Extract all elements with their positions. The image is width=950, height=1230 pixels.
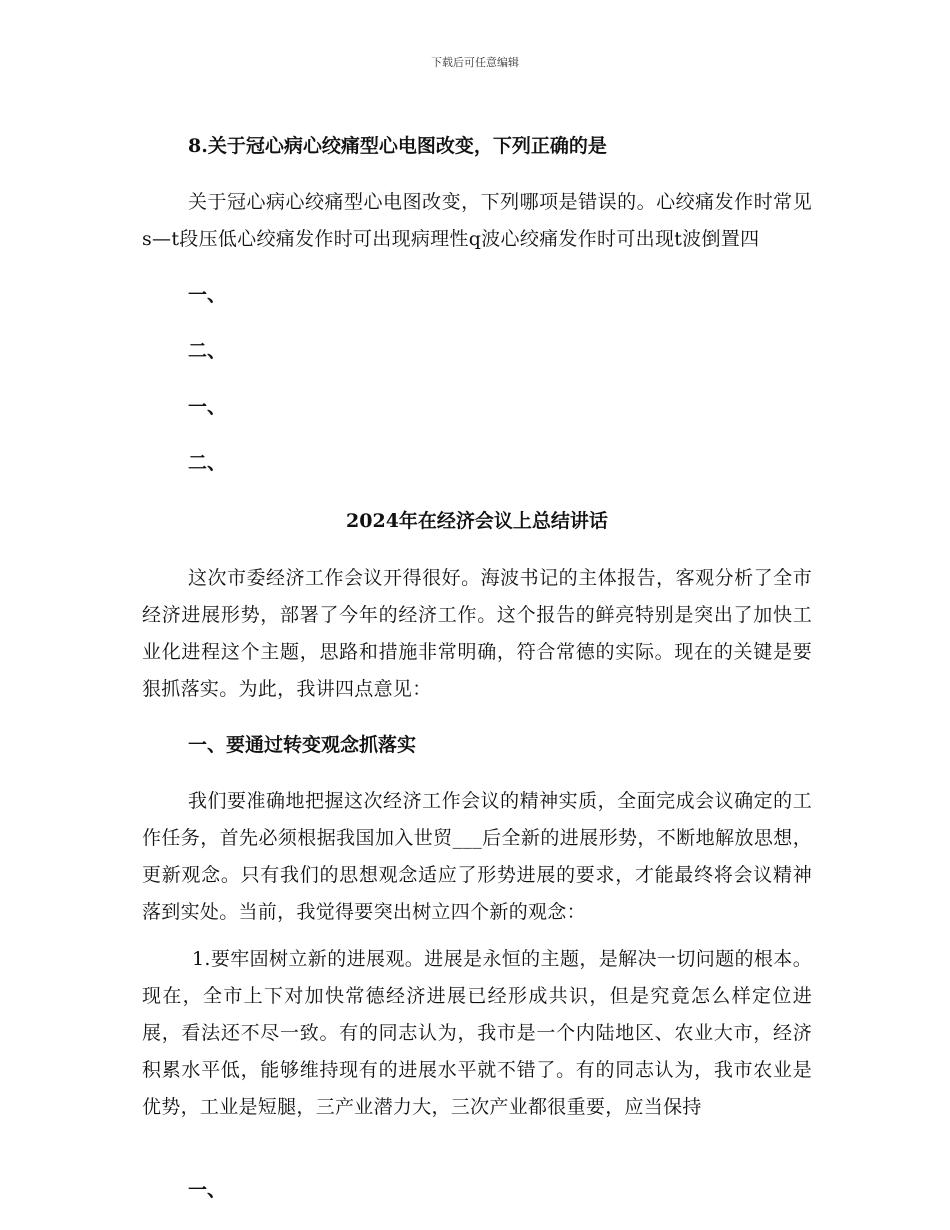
list-item: 1.要牢固树立新的进展观。进展是永恒的主题，是解决一切问题的根本。现在，全市上下对加快常德经济进展已经形成共识，但是究竟怎么样定位进展，看法还不尽一致。有的同志认为，我市是一个内陆地区、农业大市，经济积累水平低，能够维持现有的进展水平就不错了。有的同志认为，我市农业是优势，工业是短腿，三产业潜力大，三次产业都很重要，应当保持 xyxy=(142,948,812,1118)
page-header: 下载后可任意编辑 xyxy=(431,56,519,69)
document-page xyxy=(142,108,812,1228)
question-body: 关于冠心病心绞痛型心电图改变，下列哪项是错误的。心绞痛发作时常见s—t段压低心绞痛发作时可出现病理性q波心绞痛发作时可出现t波倒置四 xyxy=(142,191,812,250)
list-marker: 一、 xyxy=(188,1179,227,1201)
article-intro: 这次市委经济工作会议开得很好。海波书记的主体报告，客观分析了全市经济进展形势，部署了今年的经济工作。这个报告的鲜亮特别是突出了加快工业化进程这个主题，思路和措施非常明确，符合常德的实际。现在的关键是要狠抓落实。为此，我讲四点意见： xyxy=(142,567,812,700)
list-marker: 一、 xyxy=(188,396,227,418)
question-title: 8.关于冠心病心绞痛型心电图改变，下列正确的是 xyxy=(188,135,607,157)
list-marker: 一、 xyxy=(188,284,227,306)
list-marker: 二、 xyxy=(188,452,227,474)
section-body: 我们要准确地把握这次经济工作会议的精神实质，全面完成会议确定的工作任务，首先必须根据我国加入世贸___后全新的进展形势，不断地解放思想，更新观念。只有我们的思想观念适应了形势进展的要求，才能最终将会议精神落到实处。当前，我觉得要突出树立四个新的观念： xyxy=(142,790,812,923)
section-title: 一、要通过转变观念抓落实 xyxy=(188,734,417,756)
list-marker: 二、 xyxy=(188,340,227,362)
article-title: 2024年在经济会议上总结讲话 xyxy=(346,510,608,532)
